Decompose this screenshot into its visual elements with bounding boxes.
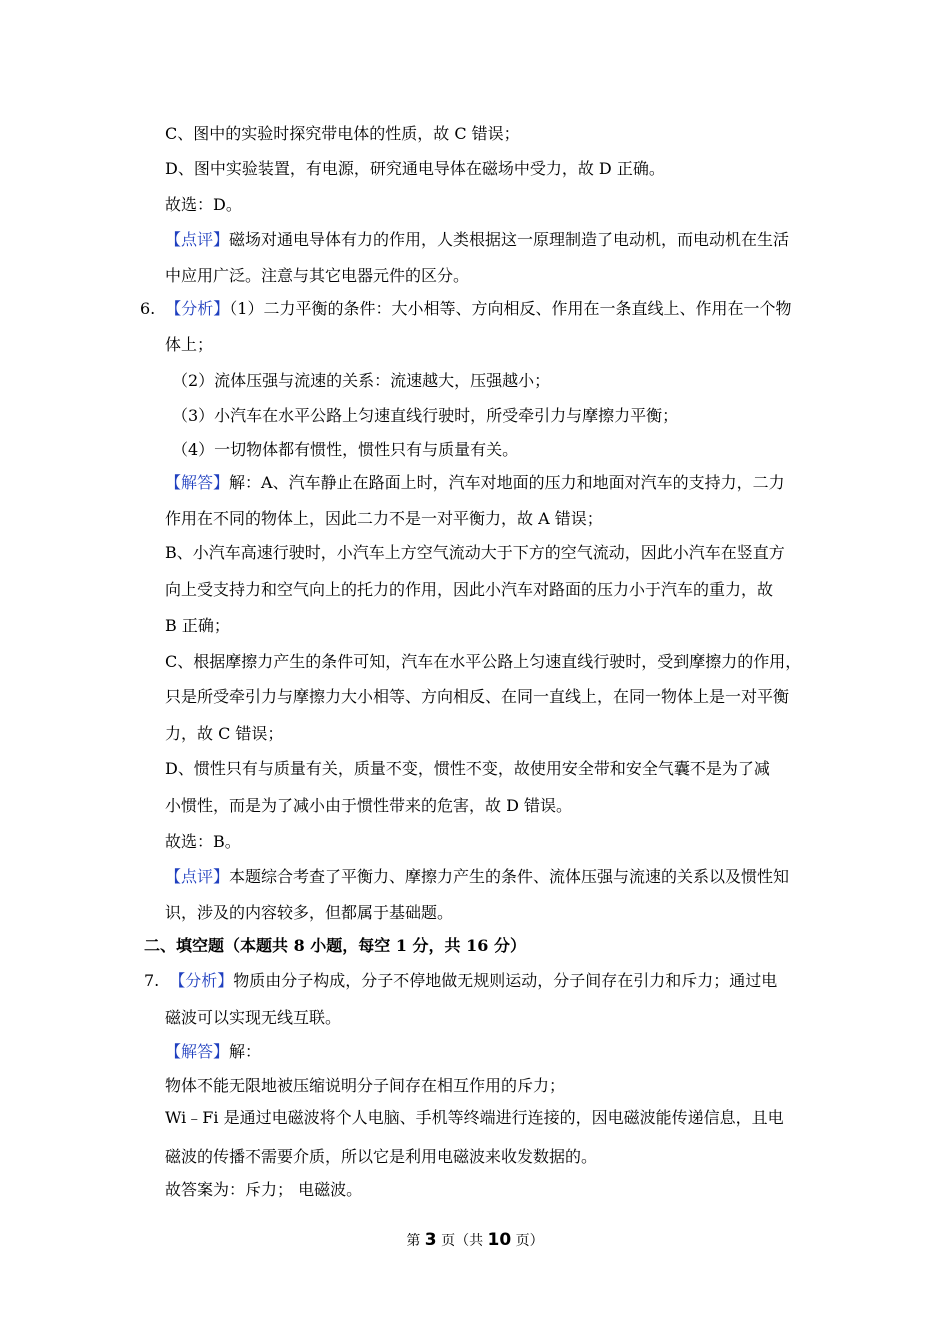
text-line [172,404,678,428]
section-tag: 【解答】 [165,473,230,492]
question-number: 7. [144,971,160,990]
line-text: C、图中的实验时探究带电体的性质，故 C 错误； [165,124,520,143]
text-line [165,507,603,531]
text-line [165,1145,597,1169]
line-text: 解：A、汽车静止在路面上时，汽车对地面的压力和地面对汽车的支持力，二力 [229,473,785,492]
text-line [165,685,789,709]
section-tag: 【点评】 [165,230,230,249]
text-line [165,333,213,357]
text-line [165,1106,784,1130]
text-line [165,901,453,925]
line-text: 只是所受牵引力与摩擦力大小相等、方向相反、在同一直线上，在同一物体上是一对平衡 [165,687,790,706]
section-tag: 【解答】 [165,1042,230,1061]
line-text: （2）流体压强与流速的关系：流速越大，压强越小； [172,371,551,390]
text-line [165,193,242,217]
line-text: 磁波可以实现无线互联。 [165,1008,342,1027]
footer-suffix: 页） [515,1233,544,1249]
text-line [165,1074,565,1098]
text-line [165,264,469,288]
page-footer [0,1228,950,1253]
line-text: 体上； [165,335,214,354]
section-tag: 【点评】 [165,867,230,886]
line-text: 二、填空题（本题共 8 小题，每空 1 分，共 16 分） [144,936,526,955]
line-text: 作用在不同的物体上，因此二力不是一对平衡力，故 A 错误； [165,509,603,528]
line-text: 力，故 C 错误； [165,724,284,743]
line-text: 磁波的传播不需要介质，所以它是利用电磁波来收发数据的。 [165,1147,598,1166]
line-text: 故选：D。 [165,195,242,214]
text-line [165,1006,341,1030]
footer-prefix: 第 [406,1233,421,1249]
line-text: 解： [229,1042,262,1061]
text-line [140,297,791,321]
line-text: 本题综合考查了平衡力、摩擦力产生的条件、流体压强与流速的关系以及惯性知 [229,867,790,886]
line-text: 物质由分子构成，分子不停地做无规则运动，分子间存在引力和斥力；通过电 [233,971,778,990]
line-text: 中应用广泛。注意与其它电器元件的区分。 [165,266,470,285]
text-line [165,650,801,674]
line-text: Wi﹣Fi 是通过电磁波将个人电脑、手机等终端进行连接的，因电磁波能传递信息，且电 [165,1108,784,1127]
line-text: （3）小汽车在水平公路上匀速直线行驶时，所受牵引力与摩擦力平衡； [172,406,679,425]
text-line [165,578,773,602]
line-text: 识，涉及的内容较多，但都属于基础题。 [165,903,454,922]
text-line [165,830,241,854]
line-text: （4）一切物体都有惯性，惯性只有与质量有关。 [172,440,519,459]
text-line [165,865,789,889]
line-text: D、惯性只有与质量有关，质量不变，惯性不变，故使用安全带和安全气囊不是为了减 [165,759,770,778]
text-line [165,122,520,146]
text-line [172,438,518,462]
line-text: 向上受支持力和空气向上的托力的作用，因此小汽车对路面的压力小于汽车的重力，故 [165,580,774,599]
line-text: C、根据摩擦力产生的条件可知，汽车在水平公路上匀速直线行驶时，受到摩擦力的作用， [165,652,802,671]
line-text: 小惯性，而是为了减小由于惯性带来的危害，故 D 错误。 [165,796,573,815]
question-number: 6. [140,299,156,318]
section-tag: 【分析】 [169,971,234,990]
line-text: 故选：B。 [165,832,241,851]
text-line [165,1178,362,1202]
text-line [144,969,777,993]
section-tag: 【分析】 [165,299,230,318]
text-line [165,1040,261,1064]
text-line [172,369,550,393]
text-line [165,228,789,252]
line-text: D、图中实验装置，有电源，研究通电导体在磁场中受力，故 D 正确。 [165,159,665,178]
text-line [165,757,770,781]
text-line [165,471,785,495]
section-heading [144,934,526,958]
footer-middle: 页（共 [441,1233,484,1249]
line-text: 故答案为：斥力； 电磁波。 [165,1180,363,1199]
text-line [165,157,665,181]
footer-total-pages: 10 [487,1230,512,1250]
text-line [165,541,785,565]
text-line [165,614,230,638]
line-text: 磁场对通电导体有力的作用，人类根据这一原理制造了电动机，而电动机在生活 [229,230,790,249]
line-text: B 正确； [165,616,230,635]
text-line [165,794,572,818]
line-text: 物体不能无限地被压缩说明分子间存在相互作用的斥力； [165,1076,566,1095]
footer-page-number: 3 [424,1230,437,1250]
line-text: （1）二力平衡的条件：大小相等、方向相反、作用在一条直线上、作用在一个物 [229,299,792,318]
line-text: B、小汽车高速行驶时，小汽车上方空气流动大于下方的空气流动，因此小汽车在竖直方 [165,543,785,562]
text-line [165,722,283,746]
